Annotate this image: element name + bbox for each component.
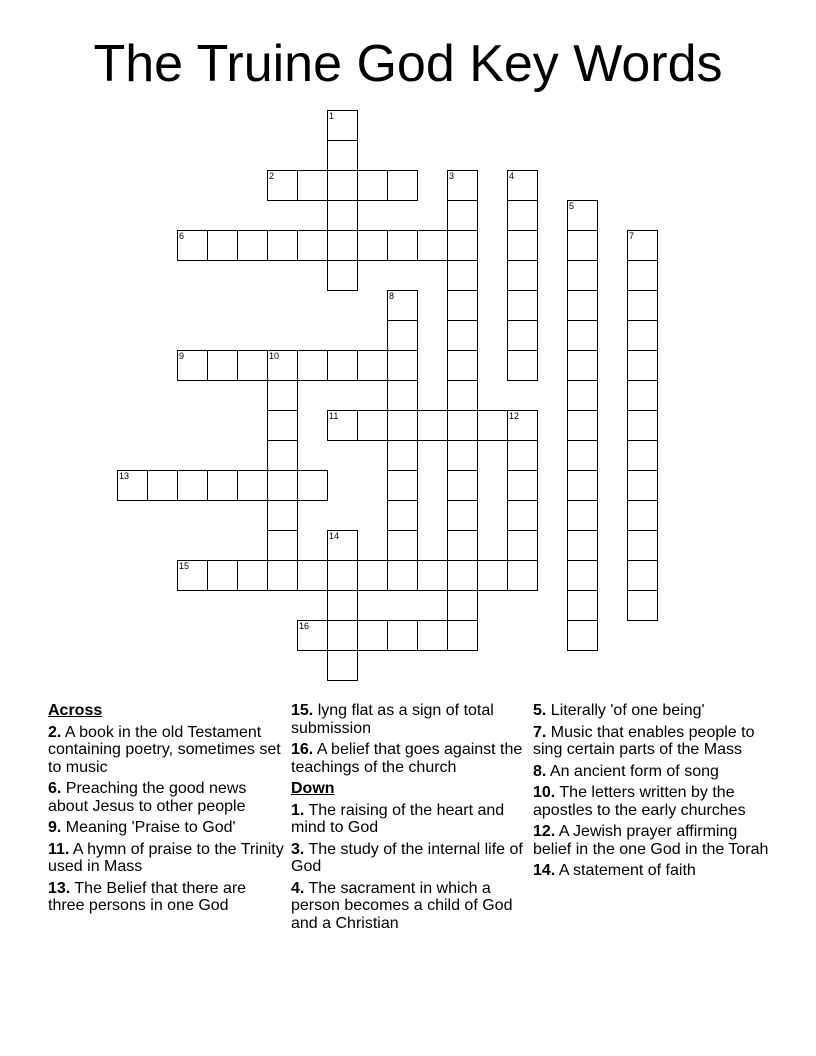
cell-number: 14 — [329, 531, 340, 541]
clue-across-13 — [48, 880, 284, 915]
cell-number: 8 — [389, 291, 395, 301]
grid-cell[interactable] — [447, 200, 478, 231]
grid-cell[interactable] — [567, 260, 598, 291]
grid-cell[interactable] — [447, 470, 478, 501]
grid-cell[interactable] — [567, 440, 598, 471]
grid-cell[interactable] — [327, 260, 358, 291]
grid-cell[interactable] — [297, 470, 328, 501]
clue-text: An ancient form of song — [549, 762, 719, 780]
clue-text: The study of the internal life of God — [291, 840, 523, 875]
clue-text: The letters written by the apostles to the early churches — [533, 784, 746, 819]
clue-text: The Belief that there are three persons in one God — [48, 879, 247, 914]
grid-cell[interactable] — [357, 620, 388, 651]
clue-column-1 — [48, 702, 284, 919]
grid-cell[interactable] — [447, 530, 478, 561]
clue-across-16 — [291, 741, 527, 776]
grid-cell[interactable] — [327, 140, 358, 171]
clue-text: Preaching the good news about Jesus to other people — [48, 780, 247, 815]
clue-text: lyng flat as a sign of total submission — [291, 702, 494, 737]
grid-cell[interactable] — [507, 170, 538, 201]
grid-cell[interactable] — [327, 200, 358, 231]
grid-cell[interactable] — [177, 560, 208, 591]
grid-cell[interactable] — [327, 350, 358, 381]
clue-down-8 — [533, 763, 769, 781]
grid-cell[interactable] — [507, 350, 538, 381]
grid-cell[interactable] — [507, 410, 538, 441]
grid-cell[interactable] — [327, 560, 358, 591]
clue-number: 14. — [533, 862, 556, 879]
cell-number: 10 — [269, 351, 280, 361]
grid-cell[interactable] — [327, 110, 358, 141]
clue-column-3 — [533, 702, 769, 884]
grid-cell[interactable] — [447, 500, 478, 531]
grid-cell[interactable] — [567, 530, 598, 561]
clue-number: 7. — [533, 723, 547, 741]
grid-cell[interactable] — [297, 230, 328, 261]
grid-cell[interactable] — [177, 230, 208, 261]
clue-down-7 — [533, 724, 769, 759]
grid-cell[interactable] — [627, 290, 658, 321]
grid-cell[interactable] — [627, 590, 658, 621]
grid-cell[interactable] — [567, 230, 598, 261]
page-title: The Truine God Key Words — [93, 35, 723, 93]
grid-cell[interactable] — [177, 350, 208, 381]
clue-down-4 — [291, 880, 527, 933]
grid-cell[interactable] — [567, 560, 598, 591]
grid-cell[interactable] — [627, 230, 658, 261]
grid-cell[interactable] — [327, 230, 358, 261]
grid-cell[interactable] — [387, 500, 418, 531]
grid-cell[interactable] — [327, 530, 358, 561]
grid-cell[interactable] — [417, 560, 448, 591]
grid-cell[interactable] — [357, 230, 388, 261]
grid-cell[interactable] — [387, 410, 418, 441]
grid-cell[interactable] — [447, 560, 478, 591]
grid-cell[interactable] — [507, 470, 538, 501]
grid-cell[interactable] — [627, 470, 658, 501]
grid-cell[interactable] — [507, 290, 538, 321]
grid-cell[interactable] — [507, 320, 538, 351]
clue-number: 3. — [291, 840, 305, 858]
grid-cell[interactable] — [447, 170, 478, 201]
grid-cell[interactable] — [237, 230, 268, 261]
clue-text: Meaning 'Praise to God' — [65, 819, 236, 836]
grid-cell[interactable] — [297, 350, 328, 381]
clue-column-2 — [291, 702, 527, 936]
clue-text: A hymn of praise to the Trinity used in Mass — [48, 840, 284, 875]
grid-cell[interactable] — [207, 470, 238, 501]
grid-cell[interactable] — [387, 530, 418, 561]
grid-cell[interactable] — [267, 170, 298, 201]
clue-text: A book in the old Testament containing poetry, sometimes set to music — [48, 723, 281, 776]
clue-number: 2. — [48, 723, 62, 741]
grid-cell[interactable] — [267, 380, 298, 411]
clue-number: 16. — [291, 741, 314, 758]
grid-cell[interactable] — [507, 500, 538, 531]
cell-number: 6 — [179, 231, 185, 241]
clue-across-9 — [48, 819, 284, 837]
clue-across-2 — [48, 724, 284, 777]
clue-text: A statement of faith — [558, 862, 696, 879]
grid-cell[interactable] — [567, 380, 598, 411]
grid-cell[interactable] — [567, 620, 598, 651]
cell-number: 5 — [569, 201, 575, 211]
clue-number: 12. — [533, 823, 556, 840]
clue-number: 4. — [291, 879, 305, 897]
grid-cell[interactable] — [447, 440, 478, 471]
grid-cell[interactable] — [267, 350, 298, 381]
grid-cell[interactable] — [387, 470, 418, 501]
grid-cell[interactable] — [237, 350, 268, 381]
cell-number: 3 — [449, 171, 455, 181]
grid-cell[interactable] — [567, 320, 598, 351]
clue-text: The sacrament in which a person becomes a child of God and a Christian — [291, 879, 513, 932]
grid-cell[interactable] — [387, 620, 418, 651]
clue-number: 5. — [533, 702, 547, 719]
grid-cell[interactable] — [237, 560, 268, 591]
cell-number: 12 — [509, 411, 520, 421]
down-heading: Down — [291, 780, 335, 797]
grid-cell[interactable] — [297, 170, 328, 201]
grid-cell[interactable] — [567, 200, 598, 231]
grid-cell[interactable] — [327, 650, 358, 681]
grid-cell[interactable] — [387, 350, 418, 381]
grid-cell[interactable] — [447, 380, 478, 411]
grid-cell[interactable] — [567, 290, 598, 321]
grid-cell[interactable] — [207, 560, 238, 591]
grid-cell[interactable] — [567, 410, 598, 441]
clue-down-1 — [291, 802, 527, 837]
cell-number: 4 — [509, 171, 515, 181]
grid-cell[interactable] — [147, 470, 178, 501]
cell-number: 16 — [299, 621, 310, 631]
grid-cell[interactable] — [627, 320, 658, 351]
grid-cell[interactable] — [387, 170, 418, 201]
clue-number: 9. — [48, 819, 62, 836]
grid-cell[interactable] — [627, 500, 658, 531]
clue-text: A belief that goes against the teachings of the church — [291, 741, 523, 776]
grid-cell[interactable] — [117, 470, 148, 501]
grid-cell[interactable] — [627, 380, 658, 411]
grid-cell[interactable] — [447, 620, 478, 651]
grid-cell[interactable] — [507, 440, 538, 471]
clue-text: Music that enables people to sing certain parts of the Mass — [533, 723, 755, 758]
grid-cell[interactable] — [447, 260, 478, 291]
cell-number: 13 — [119, 471, 130, 481]
grid-cell[interactable] — [357, 170, 388, 201]
grid-cell[interactable] — [207, 350, 238, 381]
grid-cell[interactable] — [567, 500, 598, 531]
grid-cell[interactable] — [327, 620, 358, 651]
grid-cell[interactable] — [627, 260, 658, 291]
clue-number: 1. — [291, 801, 305, 819]
grid-cell[interactable] — [447, 590, 478, 621]
grid-cell[interactable] — [267, 440, 298, 471]
clue-down-3 — [291, 841, 527, 876]
grid-cell[interactable] — [387, 230, 418, 261]
grid-cell[interactable] — [447, 230, 478, 261]
grid-cell[interactable] — [567, 590, 598, 621]
grid-cell[interactable] — [507, 200, 538, 231]
grid-cell[interactable] — [387, 380, 418, 411]
grid-cell[interactable] — [267, 500, 298, 531]
grid-cell[interactable] — [627, 410, 658, 441]
clue-across-6 — [48, 780, 284, 815]
grid-cell[interactable] — [627, 440, 658, 471]
grid-cell[interactable] — [267, 410, 298, 441]
cell-number: 15 — [179, 561, 190, 571]
grid-cell[interactable] — [327, 410, 358, 441]
grid-cell[interactable] — [507, 230, 538, 261]
grid-cell[interactable] — [627, 350, 658, 381]
across-heading: Across — [48, 702, 103, 719]
grid-cell[interactable] — [417, 620, 448, 651]
grid-cell[interactable] — [507, 260, 538, 291]
grid-cell[interactable] — [417, 230, 448, 261]
grid-cell[interactable] — [177, 470, 208, 501]
grid-cell[interactable] — [627, 560, 658, 591]
cell-number: 7 — [629, 231, 635, 241]
grid-cell[interactable] — [447, 290, 478, 321]
cell-number: 1 — [329, 111, 335, 121]
grid-cell[interactable] — [267, 560, 298, 591]
grid-cell[interactable] — [447, 350, 478, 381]
grid-cell[interactable] — [447, 320, 478, 351]
grid-cell[interactable] — [627, 530, 658, 561]
clue-down-10 — [533, 784, 769, 819]
grid-cell[interactable] — [357, 410, 388, 441]
grid-cell[interactable] — [297, 620, 328, 651]
grid-cell[interactable] — [237, 470, 268, 501]
clue-number: 11. — [48, 840, 70, 858]
clue-number: 13. — [48, 879, 71, 897]
grid-cell[interactable] — [567, 470, 598, 501]
grid-cell[interactable] — [387, 320, 418, 351]
clue-text: The raising of the heart and mind to God — [291, 801, 505, 836]
clue-down-12 — [533, 823, 769, 858]
grid-cell[interactable] — [567, 350, 598, 381]
grid-cell[interactable] — [507, 530, 538, 561]
grid-cell[interactable] — [387, 440, 418, 471]
grid-cell[interactable] — [417, 410, 448, 441]
cell-number: 11 — [329, 411, 339, 421]
grid-cell[interactable] — [387, 560, 418, 591]
clue-text: A Jewish prayer affirming belief in the one God in the Torah — [533, 823, 769, 858]
clue-number: 10. — [533, 784, 556, 801]
grid-cell[interactable] — [327, 170, 358, 201]
clue-number: 15. — [291, 702, 314, 719]
cell-number: 9 — [179, 351, 185, 361]
clue-number: 6. — [48, 780, 62, 797]
clue-text: Literally 'of one being' — [550, 702, 705, 719]
grid-cell[interactable] — [477, 560, 508, 591]
grid-cell[interactable] — [507, 560, 538, 591]
clue-down-5 — [533, 702, 769, 720]
grid-cell[interactable] — [267, 530, 298, 561]
grid-cell[interactable] — [297, 560, 328, 591]
grid-cell[interactable] — [387, 290, 418, 321]
cell-number: 2 — [269, 171, 275, 181]
grid-cell[interactable] — [357, 350, 388, 381]
clue-across-11 — [48, 841, 284, 876]
grid-cell[interactable] — [447, 410, 478, 441]
grid-cell[interactable] — [327, 590, 358, 621]
grid-cell[interactable] — [477, 410, 508, 441]
grid-cell[interactable] — [267, 470, 298, 501]
clue-down-14 — [533, 862, 769, 880]
grid-cell[interactable] — [267, 230, 298, 261]
grid-cell[interactable] — [357, 560, 388, 591]
clue-number: 8. — [533, 762, 547, 780]
clue-across-15 — [291, 702, 527, 737]
grid-cell[interactable] — [207, 230, 238, 261]
